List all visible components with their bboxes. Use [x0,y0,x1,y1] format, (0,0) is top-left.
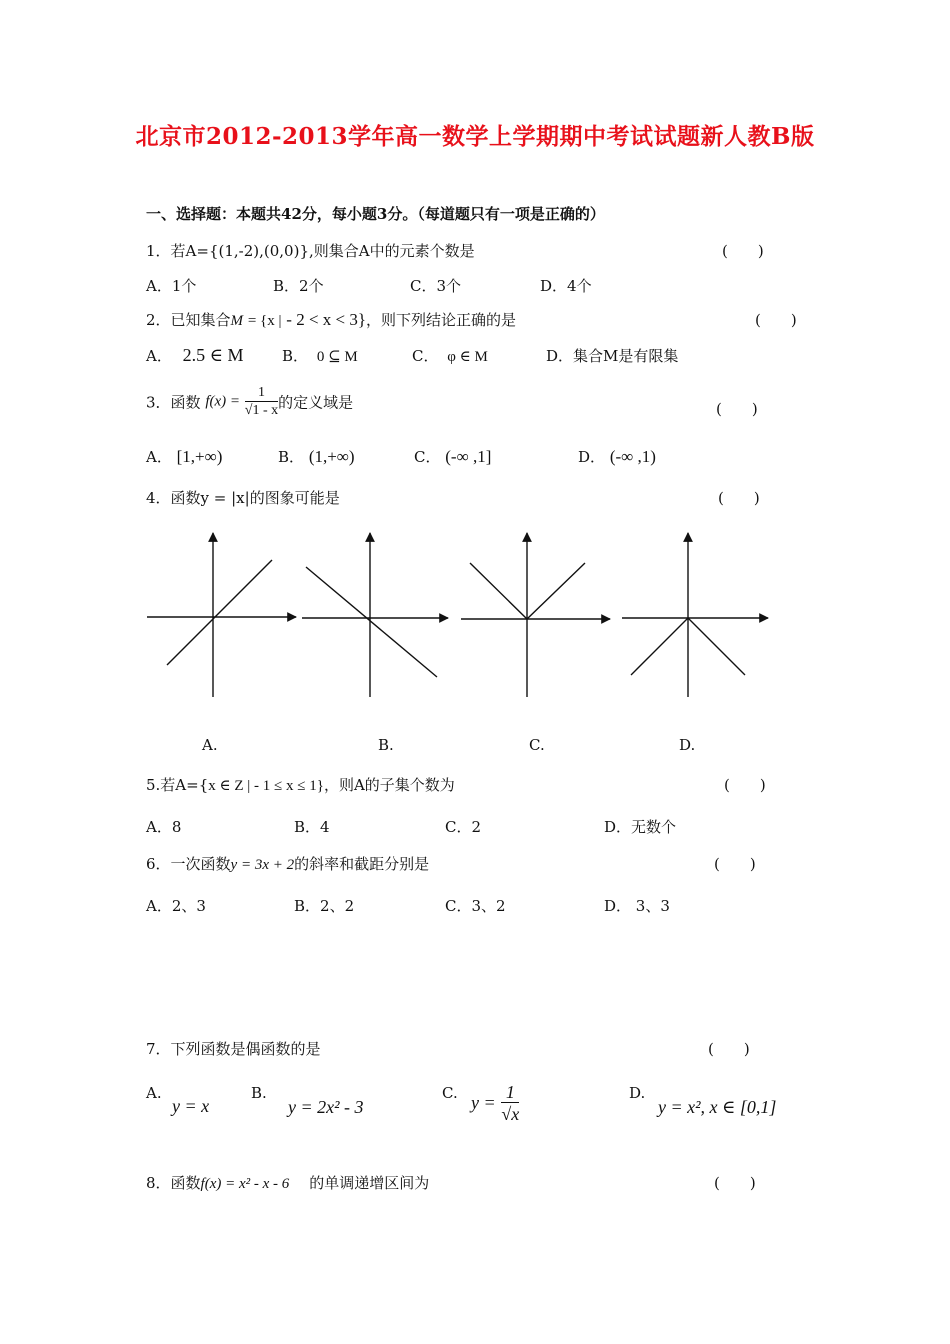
q6-option-a: A．2、3 [146,897,206,915]
graph-c-label: C. [529,736,545,754]
q1-stem: 1．若A={(1,-2),(0,0)},则集合A中的元素个数是 [146,242,475,260]
q3-stem-prefix: 3．函数 [146,393,201,412]
graph-d [622,533,768,697]
q2-option-b-label: B． [282,347,309,365]
q3-option-a-expr: [1,+∞) [176,447,223,466]
q5-stem [146,774,455,795]
q4-answer-paren: ( ) [718,489,760,507]
q7-option-d-label: D. [629,1084,646,1102]
graph-b [302,533,448,697]
q6-stem [146,853,429,874]
q1-option-b: B．2个 [273,277,324,295]
graph-a-line [167,560,272,665]
q2-set-eq: = {x | [247,313,282,329]
q6-option-b: B．2、2 [294,897,355,915]
q5-stem-suffix: ，则A的子集个数为 [323,776,455,794]
q7-option-c-numerator: 1 [501,1083,519,1103]
q7-option-a-expr: y = x [172,1096,210,1116]
q7-option-c-denominator: √x [501,1104,520,1124]
q2-option-c-expr: φ ∈ M [447,349,488,365]
q3-option-b-expr: (1,+∞) [308,447,355,466]
q6-option-d: D． 3、3 [604,897,670,915]
q8-stem-prefix: 8．函数 [146,1174,201,1192]
q4-stem: 4．函数y = |x|的图象可能是 [146,489,340,507]
graph-d-label: D. [679,736,696,754]
q3-fraction-numerator: 1 [245,386,278,402]
q2-option-a-label: A． [146,347,172,365]
q3-function: f(x) = [205,393,241,410]
q8-answer-paren: ( ) [714,1174,756,1192]
q7-option-b-label: B. [251,1084,267,1102]
q3-fraction-denominator: √1 - x [244,403,279,418]
q5-option-d: D．无数个 [604,818,677,836]
q3-option-c-expr: (-∞ ,1] [445,447,492,466]
q5-answer-paren: ( ) [724,776,766,794]
graph-b-label: B. [378,736,394,754]
q6-stem-prefix: 6．一次函数 [146,855,231,873]
q3-option-d-label: D． [578,448,606,466]
graph-a-label: A. [202,736,218,754]
q6-answer-paren: ( ) [714,855,756,873]
q3-option-a-label: A． [146,448,172,466]
q8-expr: f(x) = x² - x - 6 [200,1176,290,1192]
q7-option-a-label: A. [146,1084,162,1102]
q3-option-d-expr: (-∞ ,1) [609,447,656,466]
q3-answer-paren: ( ) [716,400,758,418]
q1-option-c: C．3个 [410,277,462,295]
q7-answer-paren: ( ) [708,1040,750,1058]
q2-option-a-expr: 2.5 ∈ M [182,345,244,365]
section-heading: 一、选择题：本题共42分，每小题3分。（每道题只有一项是正确的） [146,205,605,223]
page-title: 北京市2012-2013学年高一数学上学期期中考试试题新人教B版 [135,123,815,150]
q8-stem [146,1172,429,1193]
q2-set-name: M [230,313,244,329]
q8-stem-suffix: 的单调递增区间为 [309,1174,430,1192]
q3-option-b-label: B． [278,448,305,466]
q7-stem: 7．下列函数是偶函数的是 [146,1040,321,1058]
q2-stem-suffix: ，则下列结论正确的是 [366,311,517,329]
q5-set: x ∈ Z | - 1 ≤ x ≤ 1} [208,778,324,794]
q6-option-c: C．3、2 [445,897,506,915]
q5-stem-prefix: 5.若A={ [146,776,209,794]
q7-option-c-lhs: y = [471,1092,496,1113]
q5-option-b: B．4 [294,818,330,836]
q7-option-b-expr: y = 2x² - 3 [288,1097,364,1117]
q2-set-cond: - 2 < x < 3} [286,310,367,329]
q2-option-b-expr: 0 ⊆ M [316,349,358,365]
q3-option-c-label: C． [414,448,441,466]
q7-option-c-label: C. [442,1084,458,1102]
graph-b-line [306,567,437,677]
q5-option-a: A．8 [146,818,182,836]
graph-c [461,533,610,697]
q7-option-c-fraction [501,1083,519,1123]
q6-expr: y = 3x + 2 [230,857,295,873]
q2-option-c-label: C． [412,347,439,365]
q3-stem-suffix: 的定义域是 [278,393,354,412]
q2-answer-paren: ( ) [755,311,797,329]
q2-stem-prefix: 2．已知集合 [146,311,231,329]
q2-option-d: D．集合M是有限集 [546,347,679,365]
q7-option-d-expr: y = x², x ∈ [0,1] [658,1097,777,1117]
q1-answer-paren: ( ) [722,242,764,260]
q6-stem-suffix: 的斜率和截距分别是 [294,855,430,873]
q7-option-c-expr [471,1083,519,1123]
q1-option-d: D．4个 [540,277,592,295]
q1-option-a: A．1个 [146,277,197,295]
graph-a [147,533,296,697]
q5-option-c: C．2 [445,818,482,836]
